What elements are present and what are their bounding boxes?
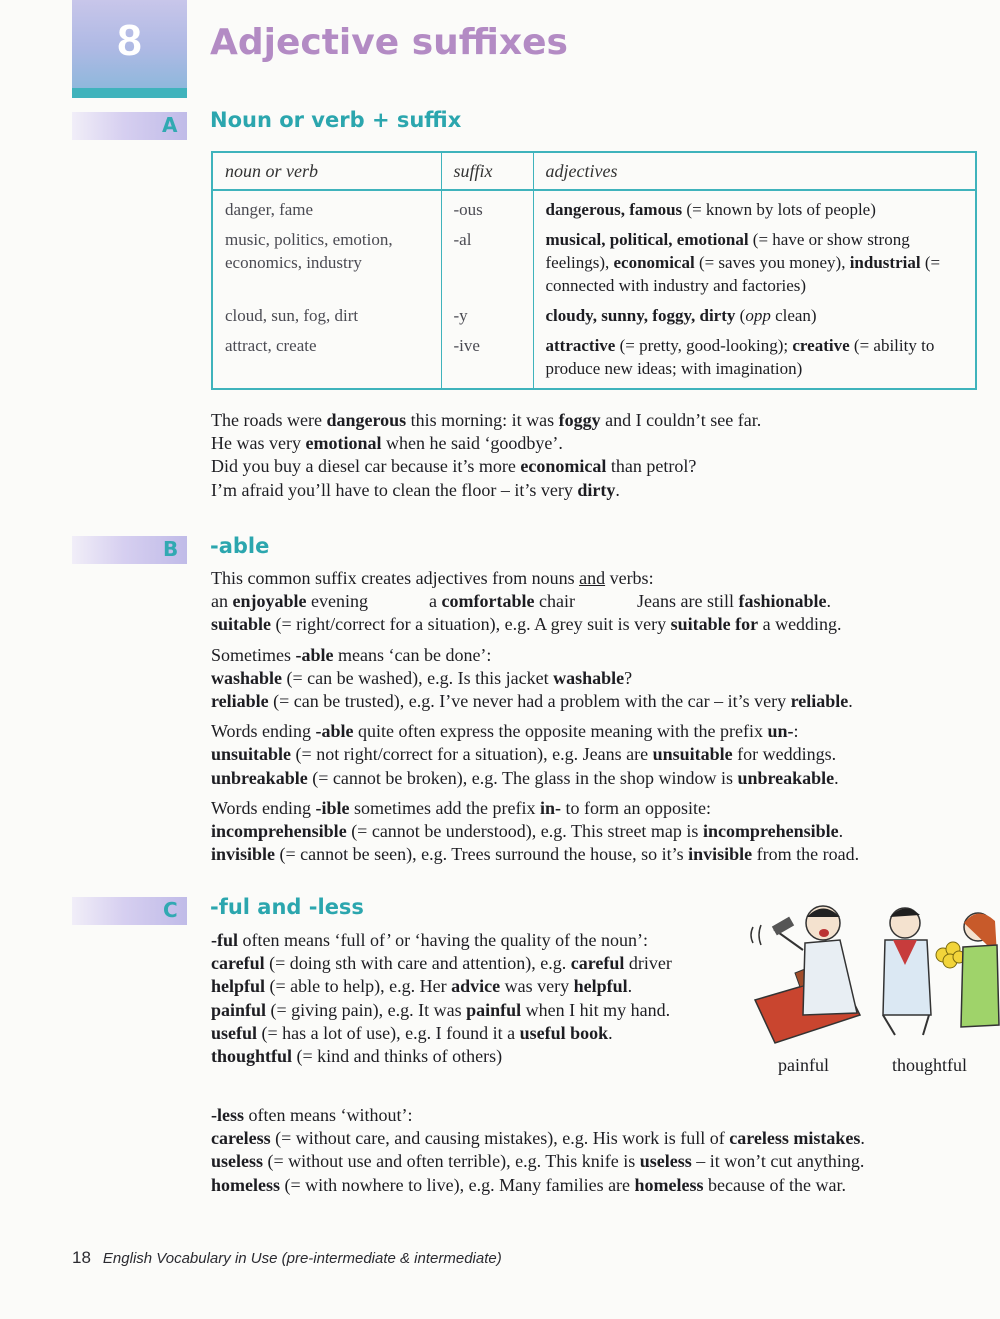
section-a-letter: A — [162, 113, 178, 137]
adjective-examples-row — [211, 590, 981, 613]
bold-term: industrial — [849, 253, 921, 272]
bold-term: unsuitable — [211, 744, 292, 765]
bold-term: dangerous, famous — [545, 200, 683, 219]
bold-term: homeless — [634, 1174, 704, 1195]
bold-term: useful book — [519, 1022, 609, 1043]
example-phrase: an enjoyable evening — [211, 590, 429, 613]
section-b-body — [211, 567, 981, 866]
underlined-term: and — [579, 568, 606, 588]
bold-term: unbreakable — [211, 767, 308, 788]
bold-term: suitable for — [670, 614, 759, 635]
example-sentence: Did you buy a diesel car because it’s more economical than petrol? — [211, 456, 697, 477]
bold-term: creative — [792, 336, 850, 355]
bold-term: useful — [211, 1022, 258, 1043]
body-line: painful (= giving pain), e.g. It was painful when I hit my hand. — [211, 999, 671, 1020]
section-a-examples — [211, 409, 761, 502]
unit-tab-bar — [72, 88, 187, 98]
section-c-less-body — [211, 1104, 981, 1197]
bold-term: incomprehensible — [702, 821, 839, 842]
example-sentence: I’m afraid you’ll have to clean the floor – it’s very dirty. — [211, 479, 620, 500]
table-cell-suffix: -ous — [441, 190, 533, 225]
body-line: helpful (= able to help), e.g. Her advice was very helpful. — [211, 976, 633, 997]
table-cell-suffix: -al — [441, 225, 533, 301]
suffix-table — [211, 151, 977, 390]
bold-term: fashionable — [738, 591, 827, 612]
bold-term: comfortable — [441, 591, 535, 612]
section-b-heading: -able — [210, 534, 270, 558]
bold-term: useless — [639, 1151, 692, 1172]
body-line: suitable (= right/correct for a situation), e.g. A grey suit is very suitable for a wedding. — [211, 614, 842, 635]
bold-term: -able — [295, 644, 334, 665]
table-cell-suffix: -ive — [441, 331, 533, 389]
bold-term: dirty — [577, 479, 616, 500]
body-line: invisible (= cannot be seen), e.g. Trees surround the house, so it’s invisible from the road. — [211, 844, 860, 865]
bold-term: invisible — [211, 844, 276, 865]
table-header-row — [212, 152, 976, 190]
bold-term: useless — [211, 1151, 264, 1172]
bold-term: homeless — [211, 1174, 280, 1195]
bold-term: -ful — [211, 930, 238, 950]
body-line: Words ending -able quite often express the opposite meaning with the prefix un-: — [211, 721, 799, 742]
bold-term: unbreakable — [737, 767, 835, 788]
table-cell-adjectives: musical, political, emotional (= have or show strong feelings), economical (= saves you money), industrial (= connected with industry and factories) — [533, 225, 976, 301]
body-line: Words ending -ible sometimes add the prefix in- to form an opposite: — [211, 797, 711, 818]
bold-term: -able — [315, 721, 354, 742]
table-row — [212, 225, 976, 301]
example-phrase: a comfortable chair — [429, 590, 637, 613]
body-line: useful (= has a lot of use), e.g. I found it a useful book. — [211, 1022, 613, 1043]
bold-term: un- — [767, 721, 794, 742]
table-cell-source: danger, fame — [212, 190, 441, 225]
unit-number: 8 — [117, 16, 142, 65]
bold-term: thoughtful — [211, 1046, 293, 1067]
bold-term: painful — [466, 999, 522, 1020]
table-cell-adjectives: cloudy, sunny, foggy, dirty (opp clean) — [533, 301, 976, 331]
bold-term: careless mistakes — [729, 1128, 861, 1149]
bold-term: advice — [451, 976, 501, 997]
bold-term: careless — [211, 1128, 271, 1149]
bold-term: economical — [613, 253, 695, 272]
body-line: -less often means ‘without’: — [211, 1105, 413, 1125]
table-cell-source: music, politics, emotion, economics, industry — [212, 225, 441, 301]
body-line: This common suffix creates adjectives from nouns and verbs: — [211, 568, 654, 588]
body-line: homeless (= with nowhere to live), e.g. Many families are homeless because of the war. — [211, 1174, 846, 1195]
body-line: reliable (= can be trusted), e.g. I’ve never had a problem with the car – it’s very reliable. — [211, 691, 853, 712]
caption-thoughtful: thoughtful — [892, 1055, 967, 1075]
body-line: washable (= can be washed), e.g. Is this jacket washable? — [211, 667, 633, 688]
page-number: 18 — [72, 1248, 91, 1267]
bold-term: unsuitable — [652, 744, 733, 765]
section-a-heading: Noun or verb + suffix — [210, 108, 462, 132]
body-line: unbreakable (= cannot be broken), e.g. The glass in the shop window is unbreakable. — [211, 767, 839, 788]
table-cell-suffix: -y — [441, 301, 533, 331]
bold-term: incomprehensible — [211, 821, 347, 842]
body-line: Sometimes -able means ‘can be done’: — [211, 644, 492, 665]
section-c-ful-body — [211, 929, 741, 1068]
body-line: thoughtful (= kind and thinks of others) — [211, 1046, 503, 1067]
bold-term: emotional — [305, 433, 382, 454]
bold-term: reliable — [211, 691, 269, 712]
table-cell-source: cloud, sun, fog, dirt — [212, 301, 441, 331]
bold-term: invisible — [688, 844, 753, 865]
table-cell-adjectives: dangerous, famous (= known by lots of people) — [533, 190, 976, 225]
section-b-letter: B — [163, 537, 179, 561]
section-c-heading: -ful and -less — [210, 895, 364, 919]
body-line: unsuitable (= not right/correct for a situation), e.g. Jeans are unsuitable for weddings. — [211, 744, 837, 765]
bold-term: in- — [540, 797, 562, 818]
bold-term: enjoyable — [232, 591, 307, 612]
bold-term: musical, political, emotional — [545, 230, 749, 249]
bold-term: careful — [211, 953, 265, 974]
table-row — [212, 190, 976, 225]
illustration — [745, 895, 1000, 1045]
thoughtful-illustration — [883, 908, 999, 1035]
example-sentence: The roads were dangerous this morning: it was foggy and I couldn’t see far. — [211, 410, 762, 430]
bold-term: helpful — [573, 976, 628, 997]
bold-term: foggy — [558, 410, 601, 430]
body-line: careful (= doing sth with care and attention), e.g. careful driver — [211, 953, 672, 974]
bold-term: careful — [570, 953, 625, 974]
bold-term: reliable — [790, 691, 849, 712]
example-sentence: He was very emotional when he said ‘goodbye’. — [211, 433, 563, 454]
example-phrase: Jeans are still fashionable. — [637, 590, 831, 613]
bold-term: helpful — [211, 976, 266, 997]
body-line: careless (= without care, and causing mistakes), e.g. His work is full of careless mistakes. — [211, 1128, 865, 1149]
book-title: English Vocabulary in Use (pre-intermediate & intermediate) — [102, 1250, 502, 1267]
table-cell-source: attract, create — [212, 331, 441, 389]
unit-title: Adjective suffixes — [210, 22, 568, 63]
italic-term: opp — [745, 306, 771, 325]
bold-term: dangerous — [326, 410, 407, 430]
bold-term: suitable — [211, 614, 272, 635]
header-adjectives: adjectives — [533, 152, 976, 190]
header-suffix: suffix — [441, 152, 533, 190]
bold-term: washable — [211, 667, 283, 688]
painful-illustration — [751, 906, 860, 1043]
table-row — [212, 301, 976, 331]
caption-painful: painful — [778, 1055, 829, 1075]
section-c-letter: C — [163, 898, 178, 922]
table-cell-adjectives: attractive (= pretty, good-looking); creative (= ability to produce new ideas; with imagination) — [533, 331, 976, 389]
bold-term: -less — [211, 1105, 244, 1125]
header-noun-or-verb: noun or verb — [212, 152, 441, 190]
bold-term: washable — [553, 667, 625, 688]
bold-term: economical — [520, 456, 607, 477]
body-line: useless (= without use and often terrible), e.g. This knife is useless – it won’t cut anything. — [211, 1151, 865, 1172]
body-line: -ful often means ‘full of’ or ‘having the quality of the noun’: — [211, 930, 649, 950]
table-row — [212, 331, 976, 389]
bold-term: -ible — [315, 797, 350, 818]
bold-term: painful — [211, 999, 267, 1020]
body-line: incomprehensible (= cannot be understood), e.g. This street map is incomprehensible. — [211, 821, 844, 842]
bold-term: attractive — [545, 336, 616, 355]
page-footer — [72, 1248, 502, 1268]
bold-term: cloudy, sunny, foggy, dirty — [545, 306, 736, 325]
